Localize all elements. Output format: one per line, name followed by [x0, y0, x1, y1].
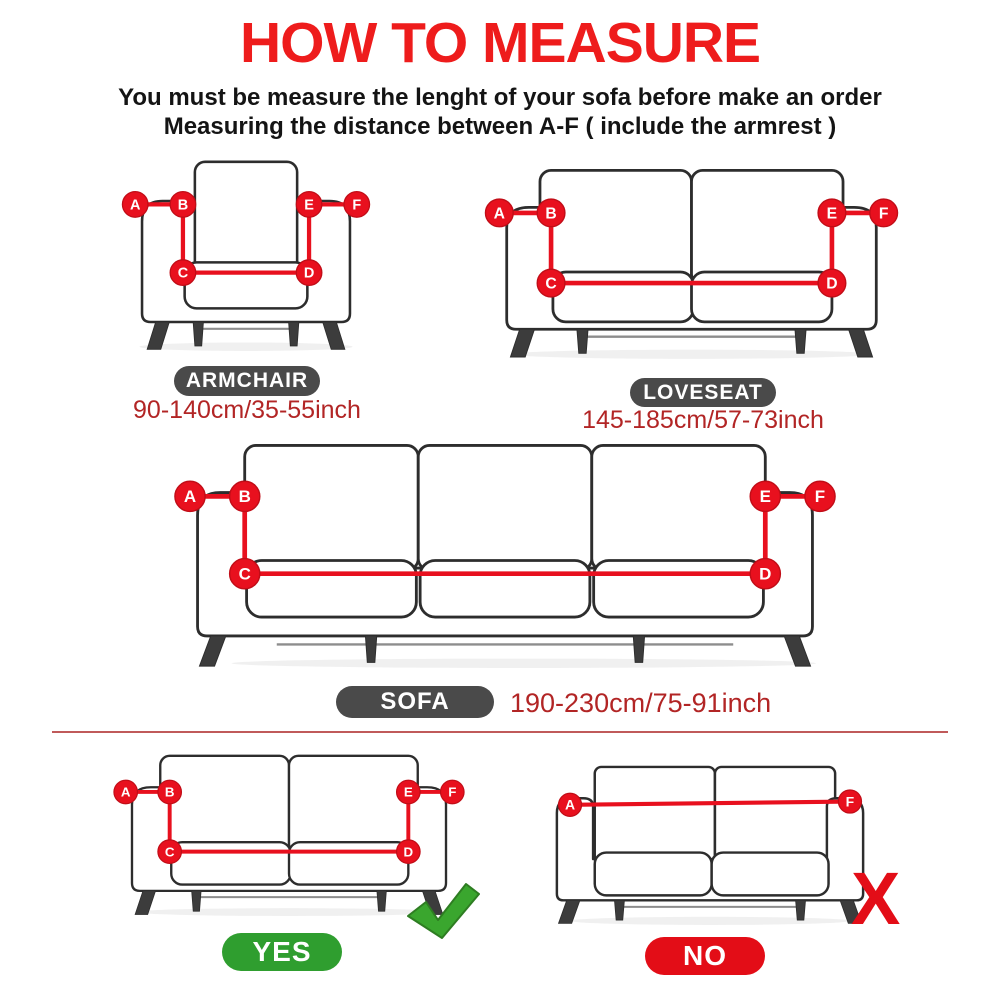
point-label-d: D — [303, 265, 315, 282]
point-label-a: A — [183, 487, 197, 507]
point-label-d: D — [826, 275, 838, 293]
sofa-leg — [199, 636, 225, 666]
loveseat-label-pill — [630, 378, 776, 407]
page-title: HOW TO MEASURE — [239, 11, 761, 75]
yes-sofa-leg — [377, 891, 386, 911]
x-mark: X — [851, 857, 901, 940]
yes-seat-cushion — [289, 842, 408, 884]
point-label-f: F — [448, 784, 457, 800]
yes-back-cushion — [160, 756, 289, 853]
point-label-c: C — [238, 564, 251, 584]
armchair-size-range: 90-140cm/35-55inch — [133, 396, 361, 424]
loveseat-leg — [577, 329, 588, 353]
section-divider — [52, 731, 948, 733]
sofa-seat-cushion — [594, 560, 764, 617]
sofa-leg — [633, 636, 644, 662]
yes-back-cushion — [289, 756, 418, 853]
yes-seat-cushion — [171, 842, 290, 884]
armchair-seat-cushion — [185, 262, 308, 308]
point-label-d: D — [759, 564, 772, 584]
loveseat-leg — [795, 329, 806, 353]
subtitle-line-1: You must be measure the lenght of your sofa before make an order — [118, 84, 882, 111]
sofa-leg — [365, 636, 376, 662]
point-label-f: F — [845, 793, 855, 810]
point-label-e: E — [304, 197, 314, 214]
point-label-a: A — [564, 796, 576, 813]
armchair-leg — [193, 322, 203, 346]
point-label-b: B — [177, 197, 189, 214]
armchair-back-cushion — [195, 162, 297, 273]
point-label-f: F — [878, 205, 889, 223]
armchair-label-pill — [174, 366, 320, 396]
yes-verdict-pill — [222, 933, 342, 971]
sofa-shadow — [232, 659, 817, 668]
no-verdict-pill — [645, 937, 765, 975]
sofa-label-pill — [336, 686, 494, 718]
loveseat-seat-cushion — [553, 272, 693, 322]
yes-sofa-shadow — [136, 908, 442, 916]
sofa-seat-cushion — [247, 560, 417, 617]
point-label-b: B — [545, 205, 557, 223]
point-label-e: E — [759, 487, 771, 507]
yes-sofa-leg — [192, 891, 201, 911]
sofa-back-cushion — [418, 445, 592, 569]
point-label-d: D — [403, 844, 414, 860]
point-label-c: C — [164, 844, 175, 860]
loveseat-shadow — [511, 350, 871, 359]
point-label-f: F — [352, 197, 362, 214]
armchair-figure — [118, 155, 374, 351]
loveseat-back-cushion — [692, 170, 844, 285]
point-label-e: E — [403, 784, 413, 800]
loveseat-label: LOVESEAT — [643, 380, 763, 404]
sofa-size-range: 190-230cm/75-91inch — [510, 688, 772, 718]
subtitle-line-2: Measuring the distance between A-F ( include the armrest ) — [163, 113, 837, 140]
loveseat-back-cushion — [540, 170, 692, 285]
loveseat-seat-cushion — [692, 272, 832, 322]
no-sofa-figure — [545, 762, 875, 925]
loveseat-size-range: 145-185cm/57-73inch — [582, 406, 824, 434]
point-label-c: C — [545, 275, 557, 293]
yes-label: YES — [252, 936, 312, 967]
armchair-shadow — [139, 342, 352, 351]
point-label-f: F — [814, 487, 826, 507]
no-seat-cushion — [712, 853, 829, 896]
point-label-c: C — [177, 265, 189, 282]
sofa-back-cushion — [592, 445, 766, 569]
no-sofa-leg — [796, 900, 806, 920]
check-icon — [402, 880, 482, 940]
no-seat-cushion — [595, 853, 712, 896]
sofa-label: SOFA — [380, 688, 450, 715]
armchair-label: ARMCHAIR — [185, 369, 309, 392]
no-label: NO — [683, 940, 727, 971]
armchair-leg — [289, 322, 299, 346]
sofa-back-cushion — [245, 445, 419, 569]
point-label-b: B — [238, 487, 251, 507]
point-label-a: A — [493, 205, 505, 223]
point-label-a: A — [129, 197, 141, 214]
point-label-a: A — [120, 784, 131, 800]
loveseat-figure — [479, 161, 904, 359]
sofa-seat-cushion — [420, 560, 590, 617]
point-label-b: B — [164, 784, 175, 800]
point-label-e: E — [826, 205, 838, 223]
no-sofa-shadow — [570, 917, 850, 925]
no-sofa-leg — [615, 900, 625, 920]
sofa-figure — [165, 436, 845, 668]
